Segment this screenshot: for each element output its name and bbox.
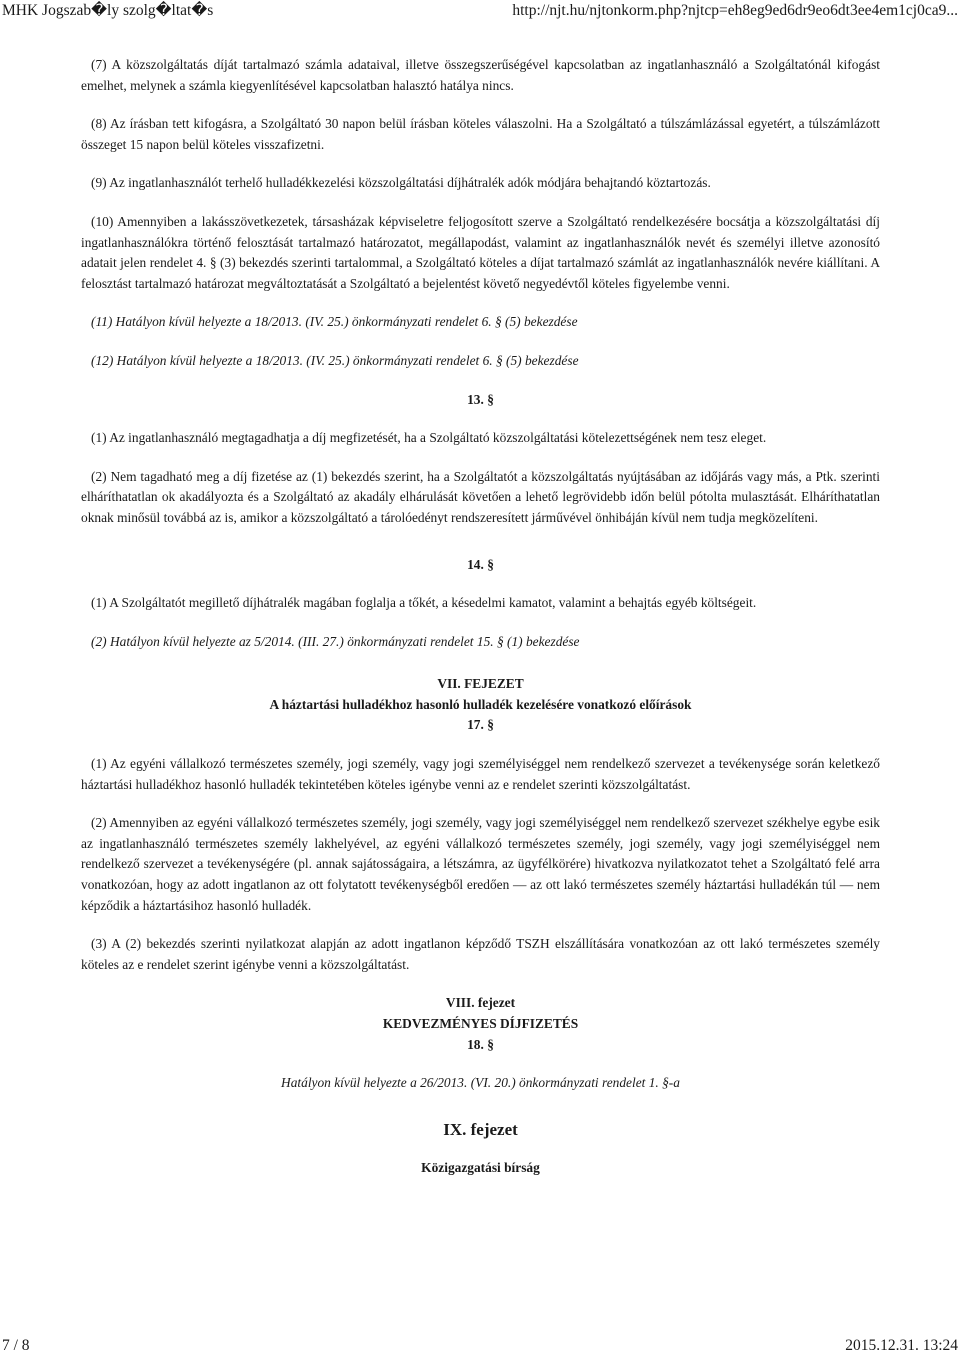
section-17-paragraph-3: (3) A (2) bekezdés szerinti nyilatkozat alapján az adott ingatlanon képződő TSZH elszállítására vonatkozóan az ott lakó természetes személy köteles az e rendelet szerint igénybe venni a közszolgáltatást. [81,936,880,972]
paragraph-7: (7) A közszolgáltatás díját tartalmazó számla adataival, illetve összegszerűségével kapcsolatban az ingatlanhasználó a Szolgáltatónál kifogást emelhet, melynek a számla kiegyenlítésével kapcsolatban halasztó hatálya nincs. [81,57,880,93]
section-18-repealed: Hatályon kívül helyezte a 26/2013. (VI. 20.) önkormányzati rendelet 1. §-a [281,1075,680,1091]
document-body [81,55,880,1179]
section-14-heading: 14. § [467,556,494,572]
paragraph-9: (9) Az ingatlanhasználót terhelő hulladékkezelési közszolgáltatási díjhátralék adók módjára behajtandó köztartozás. [91,175,711,191]
section-13-paragraph-2: (2) Nem tagadható meg a díj fizetése az (1) bekezdés szerint, ha a Szolgáltatót a közszolgáltatás nyújtásában az időjárás vagy más, a Ptk. szerinti elháríthatatlan ok akadályozta és a Szolgáltató az akadály elhárulását követően a lehető legrövidebb időn belül pótolta mulasztását. Elháríthatatlan oknak minősül továbbá az is, amikor a közszolgáltató a tárolóedényt rendszeresített járművével önhibáján kívül nem tudja megközelíteni. [81,468,880,525]
print-footer [0,1335,960,1357]
print-datetime: 2015.12.31. 13:24 [845,1337,958,1354]
chapter-7-heading: VII. FEJEZET [437,676,524,692]
page-url: http://njt.hu/njtonkorm.php?njtcp=eh8eg9ed6dr9eo6dt3ee4em1cj0ca9... [512,2,958,19]
chapter-8-heading: VIII. fejezet [445,995,516,1011]
chapter-9-title: Közigazgatási bírság [421,1160,540,1176]
chapter-8-title: KEDVEZMÉNYES DÍJFIZETÉS [382,1016,579,1031]
paragraph-12-repealed: (12) Hatályon kívül helyezte a 18/2013. (IV. 25.) önkormányzati rendelet 6. § (5) bekezdése [91,352,579,368]
document-title: MHK Jogszab�ly szolg�ltat�s [2,2,214,19]
paragraph-10: (10) Amennyiben a lakásszövetkezetek, társasházak képviseletre feljogosított szerve a Szolgáltató rendelkezésére bocsátja a közszolgáltatási díj ingatlanhasználókra történő felosztását tartalmazó határozatot, megállapodást, valamint az ingatlanhasználók nevét és személyi illetve azonosító adatait jelen rendelet 4. § (3) bekezdés szerinti tartalommal, a Szolgáltató köteles a díjat tartalmazó számlát az ingatlanhasználók nevére kiállítani. A felosztást tartalmazó határozat megváltoztatását a Szolgáltató a bejelentést követő negyedévtől köteles figyelembe venni. [81,213,880,291]
chapter-9-heading: IX. fejezet [443,1119,518,1139]
section-17-paragraph-1: (1) Az egyéni vállalkozó természetes személy, jogi személy, vagy jogi személyiséggel nem rendelkező szervezet a tevékenysége során keletkező háztartási hulladékhoz hasonló hulladék tekintetében köteles igénybe venni az e rendelet szerinti közszolgáltatást. [81,756,880,792]
section-14-paragraph-1: (1) A Szolgáltatót megillető díjhátralék magában foglalja a tőkét, a késedelmi kamatot, valamint a behajtás egyéb költségeit. [91,595,757,611]
paragraph-11-repealed: (11) Hatályon kívül helyezte a 18/2013. (IV. 25.) önkormányzati rendelet 6. § (5) bekezdése [91,314,578,330]
page-number: 7 / 8 [2,1337,30,1354]
section-18-heading: 18. § [467,1036,494,1052]
chapter-7-title: A háztartási hulladékhoz hasonló hulladék kezelésére vonatkozó előírások [269,696,692,712]
section-17-heading: 17. § [467,717,494,733]
section-14-paragraph-2-repealed: (2) Hatályon kívül helyezte az 5/2014. (III. 27.) önkormányzati rendelet 15. § (1) bekezdése [91,633,580,649]
section-17-paragraph-2: (2) Amennyiben az egyéni vállalkozó természetes személy, jogi személy, vagy jogi személyiséggel nem rendelkező szervezet székhelye egybe esik az ingatlanhasználó természetes személy lakhelyével, az egyéni vállalkozó természetes személy, jogi személy, vagy jogi személyiséggel nem rendelkező szervezet a tevékenységére (pl. annak sajátosságaira, a létszámra, az ügyfélkörére) hivatkozva nyilatkozatot tehet a Szolgáltató felé arra vonatkozóan, hogy az adott ingatlanon az ott folytatott tevékenységből eredően — az ott lakó természetes személy háztartási hulladékán túl — nem képződik a háztartásihoz hasonló hulladék. [81,815,880,913]
print-header [0,0,960,26]
section-13-paragraph-1: (1) Az ingatlanhasználó megtagadhatja a díj megfizetését, ha a Szolgáltató közszolgáltatási kötelezettségének nem tesz eleget. [91,430,767,446]
section-13-heading: 13. § [467,391,494,407]
paragraph-8: (8) Az írásban tett kifogásra, a Szolgáltató 30 napon belül írásban köteles válaszolni. Ha a Szolgáltató a túlszámlázással egyetért, a túlszámlázott összeget 15 napon belül köteles visszafizetni. [81,116,880,152]
